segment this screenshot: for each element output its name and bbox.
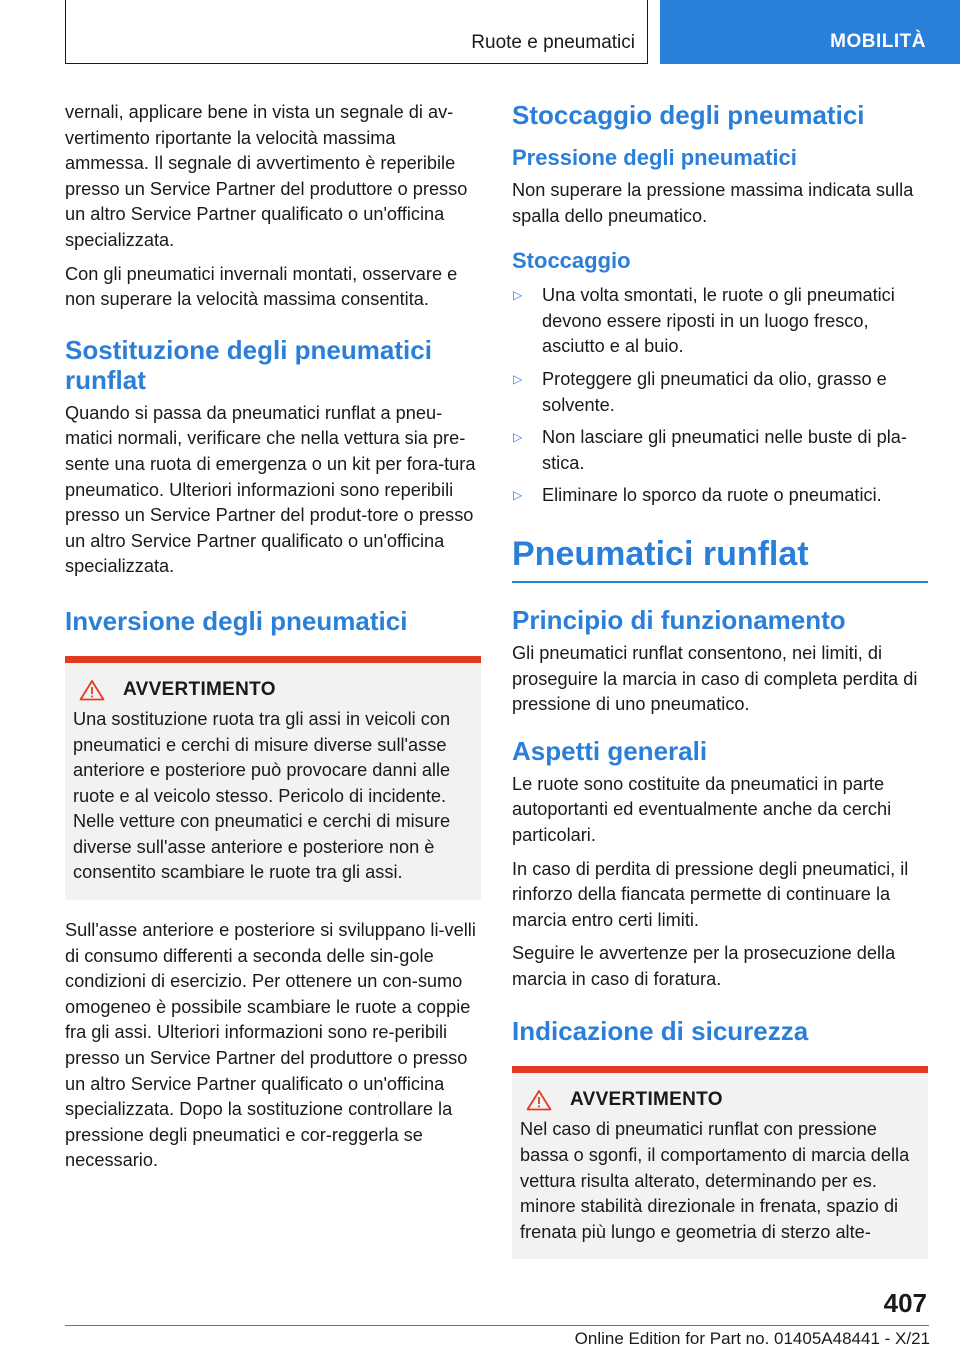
- paragraph: Gli pneumatici runflat consentono, nei limiti, di proseguire la marcia in caso di completa perdita di pressione di uno pneumatico.: [512, 642, 918, 715]
- list-item: [512, 425, 928, 476]
- triangle-right-bullet-icon: ▷: [513, 371, 523, 386]
- page-number: 407: [883, 1288, 927, 1318]
- list-item: [512, 483, 928, 509]
- left-column: [65, 100, 481, 1182]
- heading-stoccaggio-pneumatici: Stoccaggio degli pneumatici: [512, 100, 865, 130]
- warning-text: Nel caso di pneumatici runflat con pressione bassa o sgonfi, il comportamento di marcia della vettura risulta alterato, determinando per es. minore stabilità direzionale in frenata, spazio di frenata più lungo e geometria di sterzo alte-: [520, 1119, 910, 1242]
- heading-principio: Principio di funzionamento: [512, 604, 846, 635]
- list-item: [512, 367, 928, 418]
- heading-sostituzione-runflat: Sostituzione degli pneumatici runflat: [65, 334, 432, 395]
- page-header: [0, 0, 960, 66]
- list-item: [512, 283, 928, 360]
- list-item-text: Eliminare lo sporco da ruote o pneumatici.: [542, 485, 882, 506]
- warning-header: [73, 679, 473, 701]
- warning-triangle-icon: [79, 679, 105, 701]
- footer-edition: Online Edition for Part no. 01405A48441 - X/21: [574, 1329, 930, 1348]
- heading-sicurezza: Indicazione di sicurezza: [512, 1016, 809, 1047]
- triangle-right-bullet-icon: ▷: [513, 488, 523, 503]
- heading-pressione: Pressione degli pneumatici: [512, 145, 797, 170]
- paragraph: Con gli pneumatici invernali montati, osservare e non superare la velocità massima consentita.: [65, 263, 458, 310]
- warning-triangle-icon: [526, 1089, 552, 1111]
- heading-aspetti: Aspetti generali: [512, 735, 708, 766]
- footer-divider: [65, 1325, 929, 1326]
- warning-title: AVVERTIMENTO: [123, 678, 276, 700]
- header-section-title: Ruote e pneumatici: [65, 0, 648, 64]
- warning-box: [512, 1066, 928, 1259]
- list-item-text: Una volta smontati, le ruote o gli pneumatici devono essere riposti in un luogo fresco, asciutto e al buio.: [542, 285, 895, 357]
- paragraph: Le ruote sono costituite da pneumatici in parte autoportanti ed eventualmente anche da cerchi particolari.: [512, 773, 892, 845]
- warning-title: AVVERTIMENTO: [570, 1089, 723, 1111]
- paragraph: Non superare la pressione massima indicata sulla spalla dello pneumatico.: [512, 180, 914, 226]
- heading-stoccaggio: Stoccaggio: [512, 248, 631, 274]
- heading-inversione: Inversione degli pneumatici: [65, 605, 408, 636]
- list-item-text: Non lasciare gli pneumatici nelle buste di pla-stica.: [542, 427, 907, 473]
- paragraph: vernali, applicare bene in vista un segnale di av-vertimento riportante la velocità massima ammessa. Il segnale di avvertimento è reperibile presso un Service Partner del produttore o presso un altro Service Partner qualificato o un'officina specializzata.: [65, 102, 468, 250]
- list-item-text: Proteggere gli pneumatici da olio, grasso e solvente.: [542, 368, 887, 415]
- warning-box: [65, 656, 481, 900]
- header-chapter-tab: MOBILITÀ: [660, 0, 960, 64]
- triangle-right-bullet-icon: ▷: [513, 288, 523, 303]
- bullet-list: [512, 283, 928, 509]
- warning-header: [520, 1089, 920, 1111]
- right-column: [512, 100, 928, 1273]
- paragraph: Seguire le avvertenze per la prosecuzione della marcia in caso di foratura.: [512, 943, 896, 989]
- heading-pneumatici-runflat: Pneumatici runflat: [512, 535, 928, 583]
- paragraph: In caso di perdita di pressione degli pneumatici, il rinforzo della fiancata permette di continuare la marcia entro certi limiti.: [512, 858, 909, 930]
- paragraph: Quando si passa da pneumatici runflat a pneu-matici normali, verificare che nella vettura sia pre-sente una ruota di emergenza o un kit per fora-tura pneumatico. Ulteriori informazioni sono reperibili presso un Service Partner del produt-tore o presso un altro Service Partner qualificato o un'officina specializzata.: [65, 402, 476, 577]
- paragraph: Sull'asse anteriore e posteriore si sviluppano li-velli di consumo differenti a seconda delle sin-gole condizioni di esercizio. Per ottenere un con-sumo omogeneo è possibile scambiare le ruote a coppie fra gli assi. Ulteriori informazioni sono re-peribili presso un Service Partner del produttore o presso un altro Service Partner qualificato o un'officina specializzata. Dopo la sostituzione controllare la pressione degli pneumatici e cor-reggerla se necessario.: [65, 920, 476, 1171]
- warning-text: Una sostituzione ruota tra gli assi in veicoli con pneumatici e cerchi di misure diverse sull'asse anteriore e posteriore può provocare danni alle ruote e al veicolo stesso. Pericolo di incidente. Nelle vetture con pneumatici e cerchi di misure diverse sull'asse anteriore e posteriore non è consentito scambiare le ruote tra gli assi.: [73, 708, 451, 883]
- triangle-right-bullet-icon: ▷: [513, 430, 523, 445]
